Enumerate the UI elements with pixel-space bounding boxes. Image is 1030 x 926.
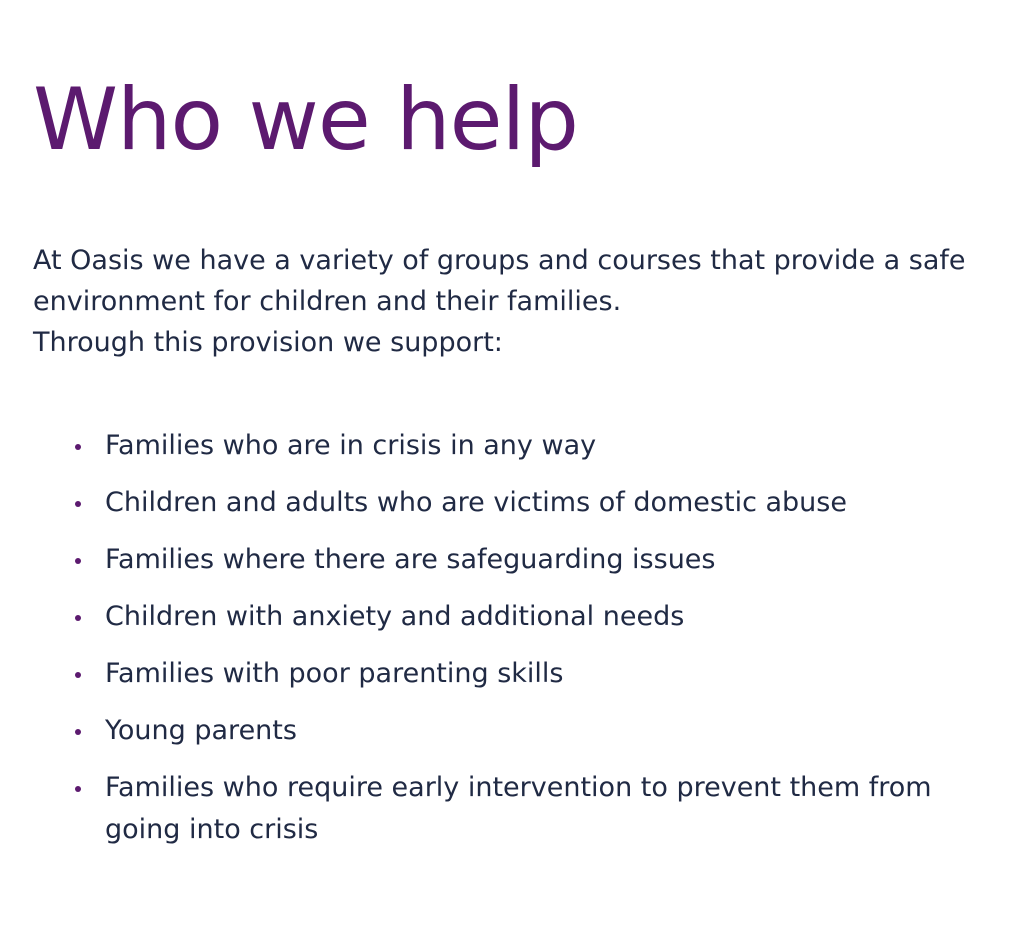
- bullet-icon: [75, 672, 81, 678]
- bullet-icon: [75, 501, 81, 507]
- support-list-item-label: Young parents: [105, 715, 297, 746]
- support-list-item: [75, 482, 975, 524]
- intro-lead-in: Through this provision we support:: [33, 327, 503, 358]
- support-list-item: [75, 767, 975, 851]
- support-list-item-label: Children and adults who are victims of domestic abuse: [105, 487, 847, 518]
- bullet-icon: [75, 558, 81, 564]
- support-list-item-label: Families where there are safeguarding issues: [105, 544, 716, 575]
- bullet-icon: [75, 786, 81, 792]
- page-title: Who we help: [33, 70, 578, 170]
- bullet-icon: [75, 444, 81, 450]
- support-list-item-label: Families with poor parenting skills: [105, 658, 564, 689]
- support-list-item: [75, 539, 975, 581]
- support-list-item: [75, 596, 975, 638]
- intro-paragraph: At Oasis we have a variety of groups and courses that provide a safe environment for children and their families.: [33, 245, 966, 317]
- intro-text: [33, 240, 1008, 363]
- support-list-item: [75, 425, 975, 467]
- bullet-icon: [75, 729, 81, 735]
- bullet-icon: [75, 615, 81, 621]
- support-list-item: [75, 653, 975, 695]
- support-list-item-label: Families who are in crisis in any way: [105, 430, 597, 461]
- support-list-item-label: Children with anxiety and additional needs: [105, 601, 685, 632]
- support-list: [75, 425, 975, 866]
- support-list-item: [75, 710, 975, 752]
- support-list-item-label: Families who require early intervention to prevent them from going into crisis: [105, 772, 932, 845]
